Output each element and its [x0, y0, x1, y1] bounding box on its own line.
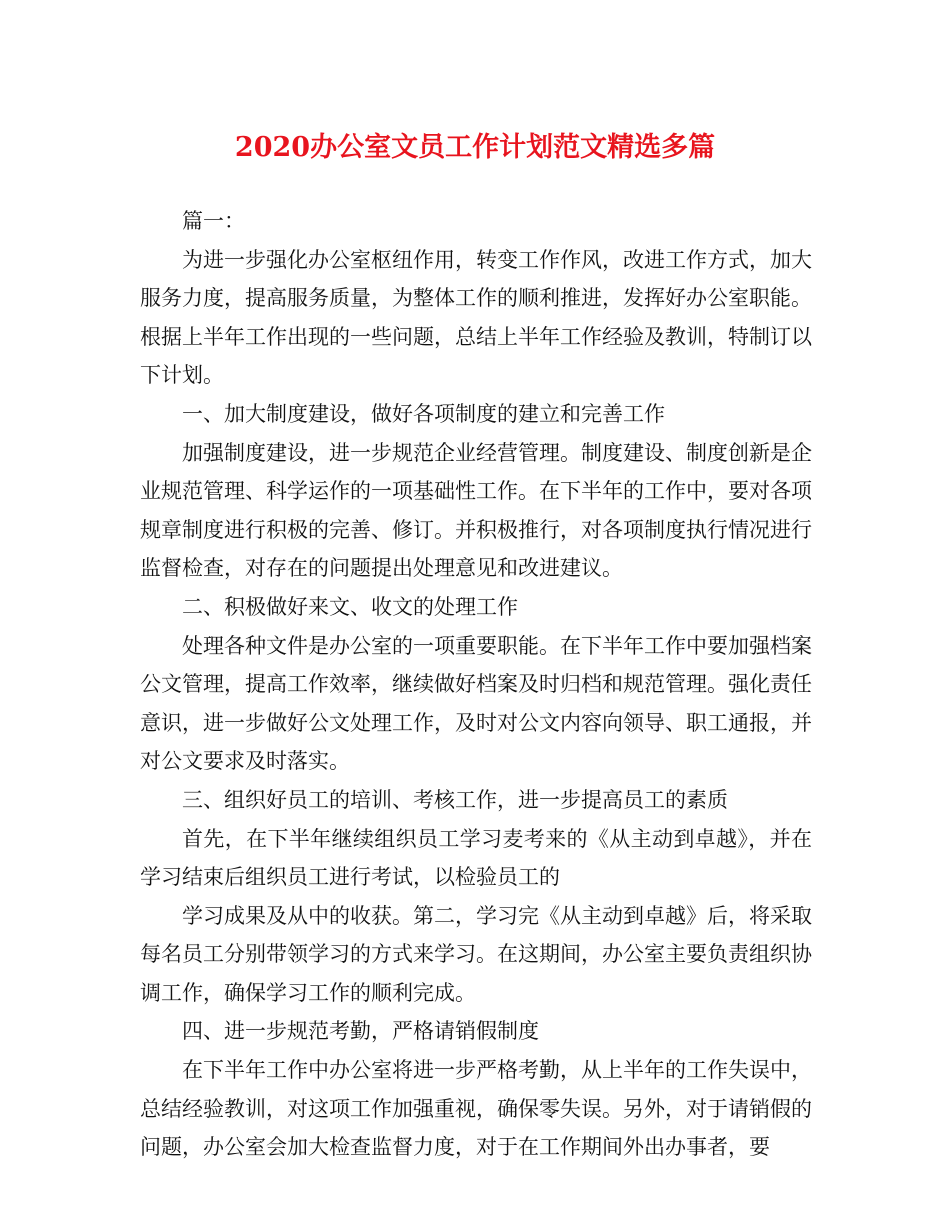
paragraph-item-3a: 首先，在下半年继续组织员工学习麦考来的《从主动到卓越》，并在学习结束后组织员工进行考试，以检验员工的 [140, 826, 812, 890]
document-body [140, 202, 812, 1167]
document-title: 2020办公室文员工作计划范文精选多篇 [234, 132, 716, 163]
heading-item-3: 三、组织好员工的培训、考核工作，进一步提高员工的素质 [182, 787, 728, 812]
paragraph-item-3b: 学习成果及从中的收获。第二，学习完《从主动到卓越》后，将采取每名员工分别带领学习的方式来学习。在这期间，办公室主要负责组织协调工作，确保学习工作的顺利完成。 [140, 903, 812, 1005]
paragraph-item-1: 加强制度建设，进一步规范企业经营管理。制度建设、制度创新是企业规范管理、科学运作的一项基础性工作。在下半年的工作中，要对各项规章制度进行积极的完善、修订。并积极推行，对各项制度执行情况进行监督检查，对存在的问题提出处理意见和改进建议。 [140, 440, 812, 581]
heading-item-4: 四、进一步规范考勤，严格请销假制度 [182, 1019, 539, 1044]
paragraph-item-2: 处理各种文件是办公室的一项重要职能。在下半年工作中要加强档案公文管理，提高工作效率，继续做好档案及时归档和规范管理。强化责任意识，进一步做好公文处理工作，及时对公文内容向领导、职工通报，并对公文要求及时落实。 [140, 633, 812, 774]
heading-item-2: 二、积极做好来文、收文的处理工作 [182, 594, 518, 619]
paragraph-section-label: 篇一： [182, 209, 245, 233]
paragraph-item-4: 在下半年工作中办公室将进一步严格考勤，从上半年的工作失误中，总结经验教训，对这项工作加强重视，确保零失误。另外，对于请销假的问题，办公室会加大检查监督力度，对于在工作期间外出办事者，要 [140, 1058, 812, 1160]
paragraph-intro: 为进一步强化办公室枢纽作用，转变工作作风，改进工作方式，加大服务力度，提高服务质量，为整体工作的顺利推进，发挥好办公室职能。根据上半年工作出现的一些问题，总结上半年工作经验及教训，特制订以下计划。 [140, 247, 812, 388]
heading-item-1: 一、加大制度建设，做好各项制度的建立和完善工作 [182, 401, 665, 426]
